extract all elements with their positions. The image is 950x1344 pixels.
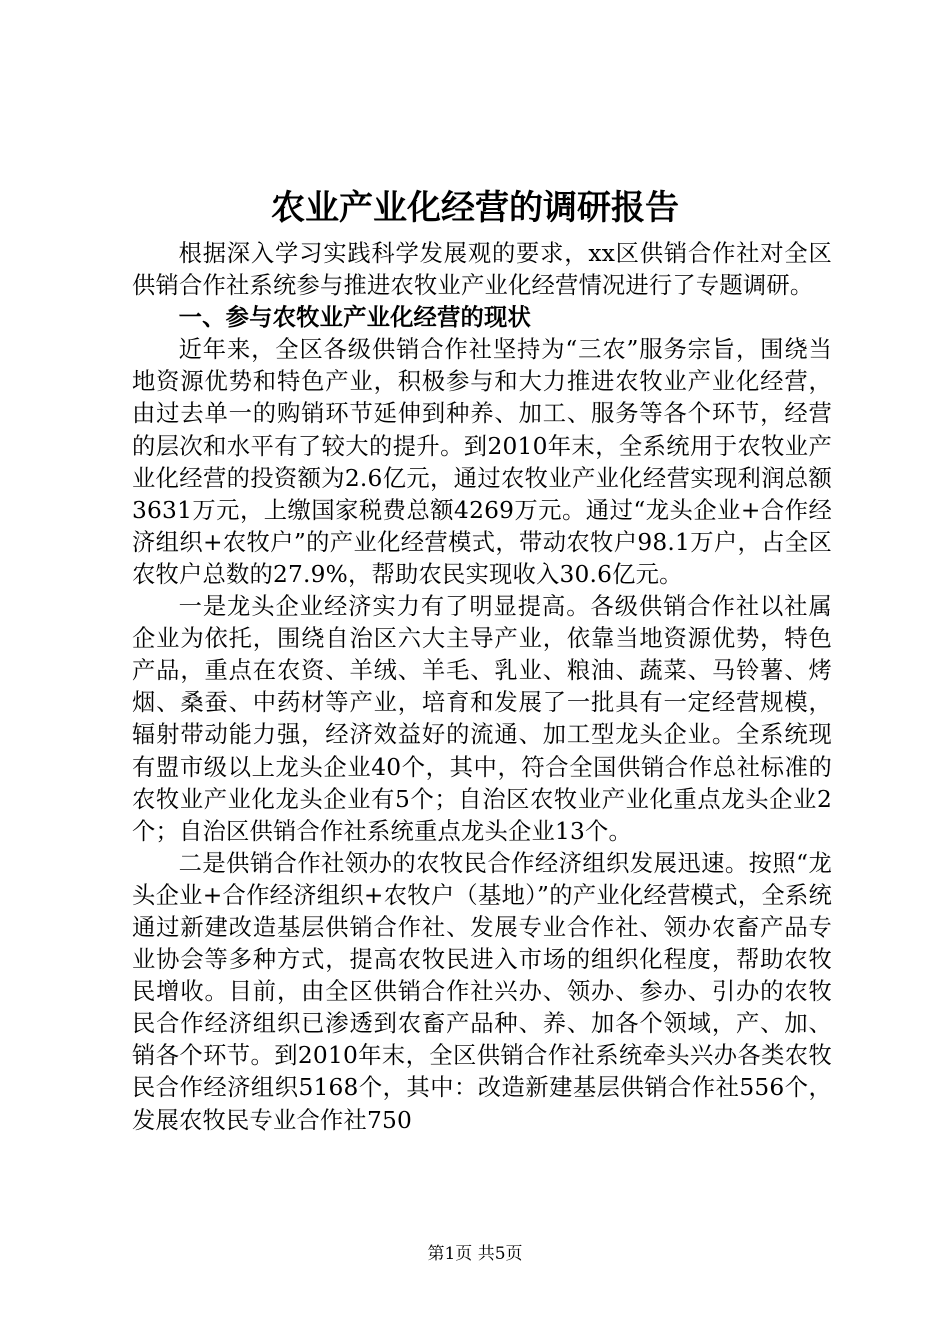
section-heading: 一、参与农牧业产业化经营的现状 [178, 304, 532, 332]
body-paragraph: 一是龙头企业经济实力有了明显提高。各级供销合作社以社属企业为依托，围绕自治区六大主导产业，依靠当地资源优势，特色产品，重点在农资、羊绒、羊毛、乳业、粮油、蔬菜、马铃薯、烤烟、桑蚕、中药材等产业，培育和发展了一批具有一定经营规模，辐射带动能力强，经济效益好的流通、加工型龙头企业。全系统现有盟市级以上龙头企业40个，其中，符合全国供销合作总社标准的农牧业产业化龙头企业有5个；自治区农牧业产业化重点龙头企业2个；自治区供销合作社系统重点龙头企业13个。 [132, 593, 832, 845]
intro-paragraph: 根据深入学习实践科学发展观的要求，xx区供销合作社对全区供销合作社系统参与推进农牧业产业化经营情况进行了专题调研。 [132, 240, 832, 300]
page-footer: 第1页 共5页 [427, 1244, 523, 1264]
document-body [132, 238, 832, 1137]
body-paragraph: 二是供销合作社领办的农牧民合作经济组织发展迅速。按照“龙头企业+合作经济组织+农牧户（基地）”的产业化经营模式，全系统通过新建改造基层供销合作社、发展专业合作社、领办农畜产品专业协会等多种方式，提高农牧民进入市场的组织化程度，帮助农牧民增收。目前，由全区供销合作社兴办、领办、参办、引办的农牧民合作经济组织已渗透到农畜产品种、养、加各个领域，产、加、销各个环节。到2010年末，全区供销合作社系统牵头兴办各类农牧民合作经济组织5168个，其中：改造新建基层供销合作社556个，发展农牧民专业合作社750 [132, 849, 832, 1134]
document-title: 农业产业化经营的调研报告 [271, 188, 679, 228]
body-paragraph: 近年来，全区各级供销合作社坚持为“三农”服务宗旨，围绕当地资源优势和特色产业，积极参与和大力推进农牧业产业化经营，由过去单一的购销环节延伸到种养、加工、服务等各个环节，经营的层次和水平有了较大的提升。到2010年末，全系统用于农牧业产业化经营的投资额为2.6亿元，通过农牧业产业化经营实现利润总额3631万元，上缴国家税费总额4269万元。通过“龙头企业+合作经济组织+农牧户”的产业化经营模式，带动农牧户98.1万户，占全区农牧户总数的27.9%，帮助农民实现收入30.6亿元。 [132, 336, 832, 588]
